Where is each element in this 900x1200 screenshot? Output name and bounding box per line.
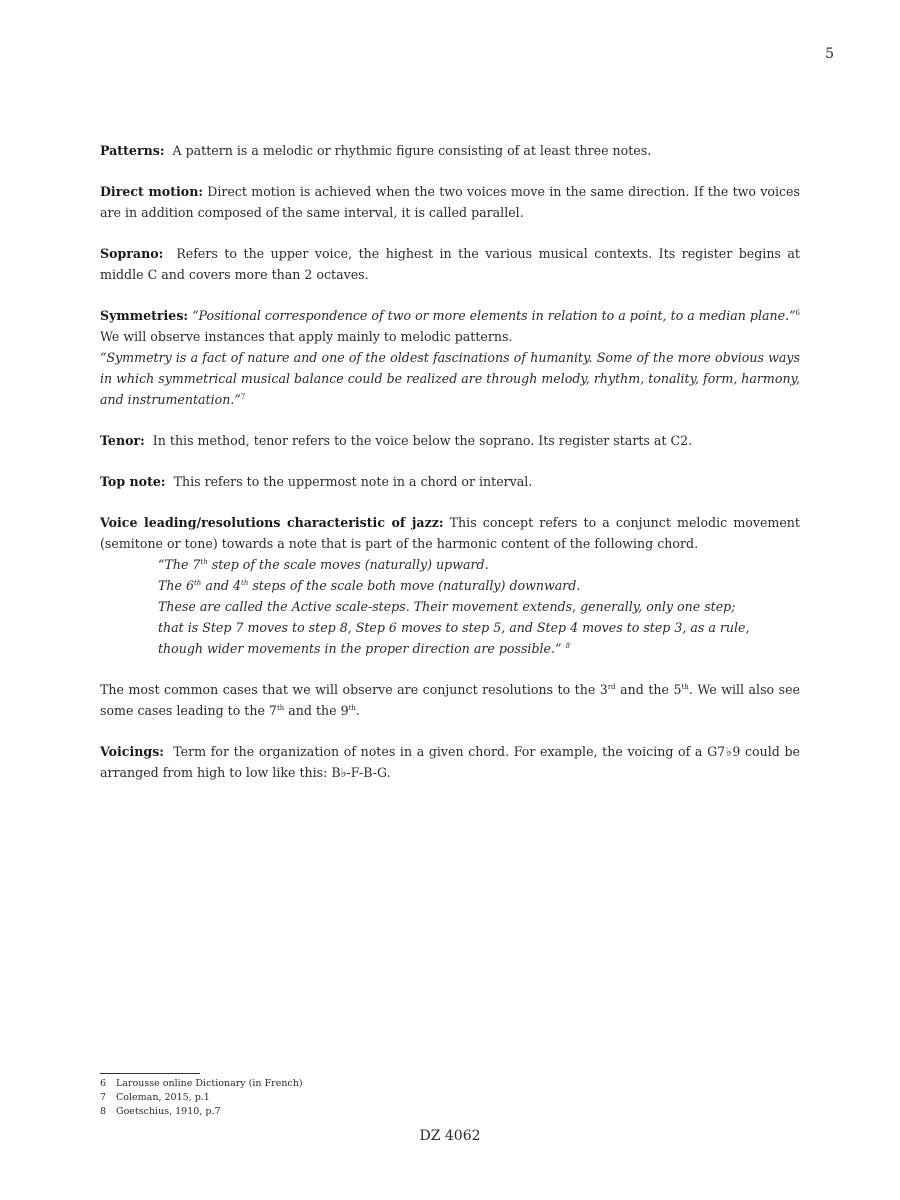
quote-line-1: “The 7th step of the scale moves (naturally) upward. <box>158 557 489 572</box>
page-number: 5 <box>825 46 834 62</box>
definition-tenor: In this method, tenor refers to the voice below the soprano. Its register starts at C2. <box>152 433 693 448</box>
quote-line-5: though wider movements in the proper direction are possible.” $^8$ <box>158 641 570 656</box>
term-patterns: Patterns: <box>100 143 165 158</box>
footnote-separator <box>100 1073 200 1074</box>
quote-line-4: that is Step 7 moves to step 8, Step 6 moves to step 5, and Step 4 moves to step 3, as a rule, <box>158 620 750 635</box>
definition-voice-leading: This concept refers to a conjunct melodic movement (semitone or tone) towards a note that is part of the harmonic content of the following chord. <box>100 515 800 551</box>
entry-tenor <box>100 430 800 451</box>
term-soprano: Soprano: <box>100 246 164 261</box>
entry-patterns <box>100 140 800 161</box>
common-cases-paragraph: The most common cases that we will observe are conjunct resolutions to the 3rd and the 5th. We will also see some cases leading to the 7th and the 9th. <box>100 682 801 718</box>
entry-direct-motion <box>100 181 800 223</box>
definition-top-note: This refers to the uppermost note in a chord or interval. <box>173 474 533 489</box>
footnotes <box>100 1077 303 1119</box>
definition-voicings: Term for the organization of notes in a given chord. For example, the voicing of a G7♭9 could be arranged from high to low like this: B♭-F-B-G. <box>100 744 800 780</box>
quote-line-2: The 6th and 4th steps of the scale both move (naturally) downward. <box>158 578 581 593</box>
term-tenor: Tenor: <box>100 433 145 448</box>
symmetries-text: We will observe instances that apply mainly to melodic patterns. <box>100 329 513 344</box>
footnote-ref-7: 7 <box>240 393 246 401</box>
entry-voice-leading <box>100 512 800 659</box>
definition-soprano: Refers to the upper voice, the highest in the various musical contexts. Its register begins at middle C and covers more than 2 octaves. <box>100 246 800 282</box>
footnote-ref-8: 8 <box>565 642 570 650</box>
entry-symmetries <box>100 305 800 410</box>
footnote-6: 6 Larousse online Dictionary (in French) <box>100 1078 303 1089</box>
footnote-7: 7 Coleman, 2015, p.1 <box>100 1092 210 1103</box>
definition-direct-motion: Direct motion is achieved when the two voices move in the same direction. If the two voices are in addition composed of the same interval, it is called parallel. <box>100 184 800 220</box>
symmetries-quote-1: “Positional correspondence of two or more elements in relation to a point, to a median plane.” <box>192 308 796 323</box>
term-symmetries: Symmetries: <box>100 308 189 323</box>
term-direct-motion: Direct motion: <box>100 184 204 199</box>
symmetries-quote-2: “Symmetry is a fact of nature and one of the oldest fascinations of humanity. Some of the more obvious ways in which symmetrical musical balance could be realized are through melody, rhythm, tonality, form, harmony, and instrumentation.” <box>100 350 800 407</box>
footnote-8: 8 Goetschius, 1910, p.7 <box>100 1106 221 1117</box>
quote-line-3: These are called the Active scale-steps. Their movement extends, generally, only one step; <box>158 599 736 614</box>
voice-leading-quote <box>158 554 800 659</box>
definition-patterns: A pattern is a melodic or rhythmic figure consisting of at least three notes. <box>172 143 652 158</box>
term-top-note: Top note: <box>100 474 166 489</box>
footnote-ref-6: 6 <box>795 309 800 317</box>
term-voicings: Voicings: <box>100 744 164 759</box>
entry-top-note <box>100 471 800 492</box>
term-voice-leading: Voice leading/resolutions characteristic of jazz: <box>100 515 444 530</box>
entry-soprano <box>100 243 800 285</box>
entry-voicings <box>100 741 800 783</box>
footer-code: DZ 4062 <box>419 1128 481 1144</box>
glossary-content <box>100 140 800 803</box>
